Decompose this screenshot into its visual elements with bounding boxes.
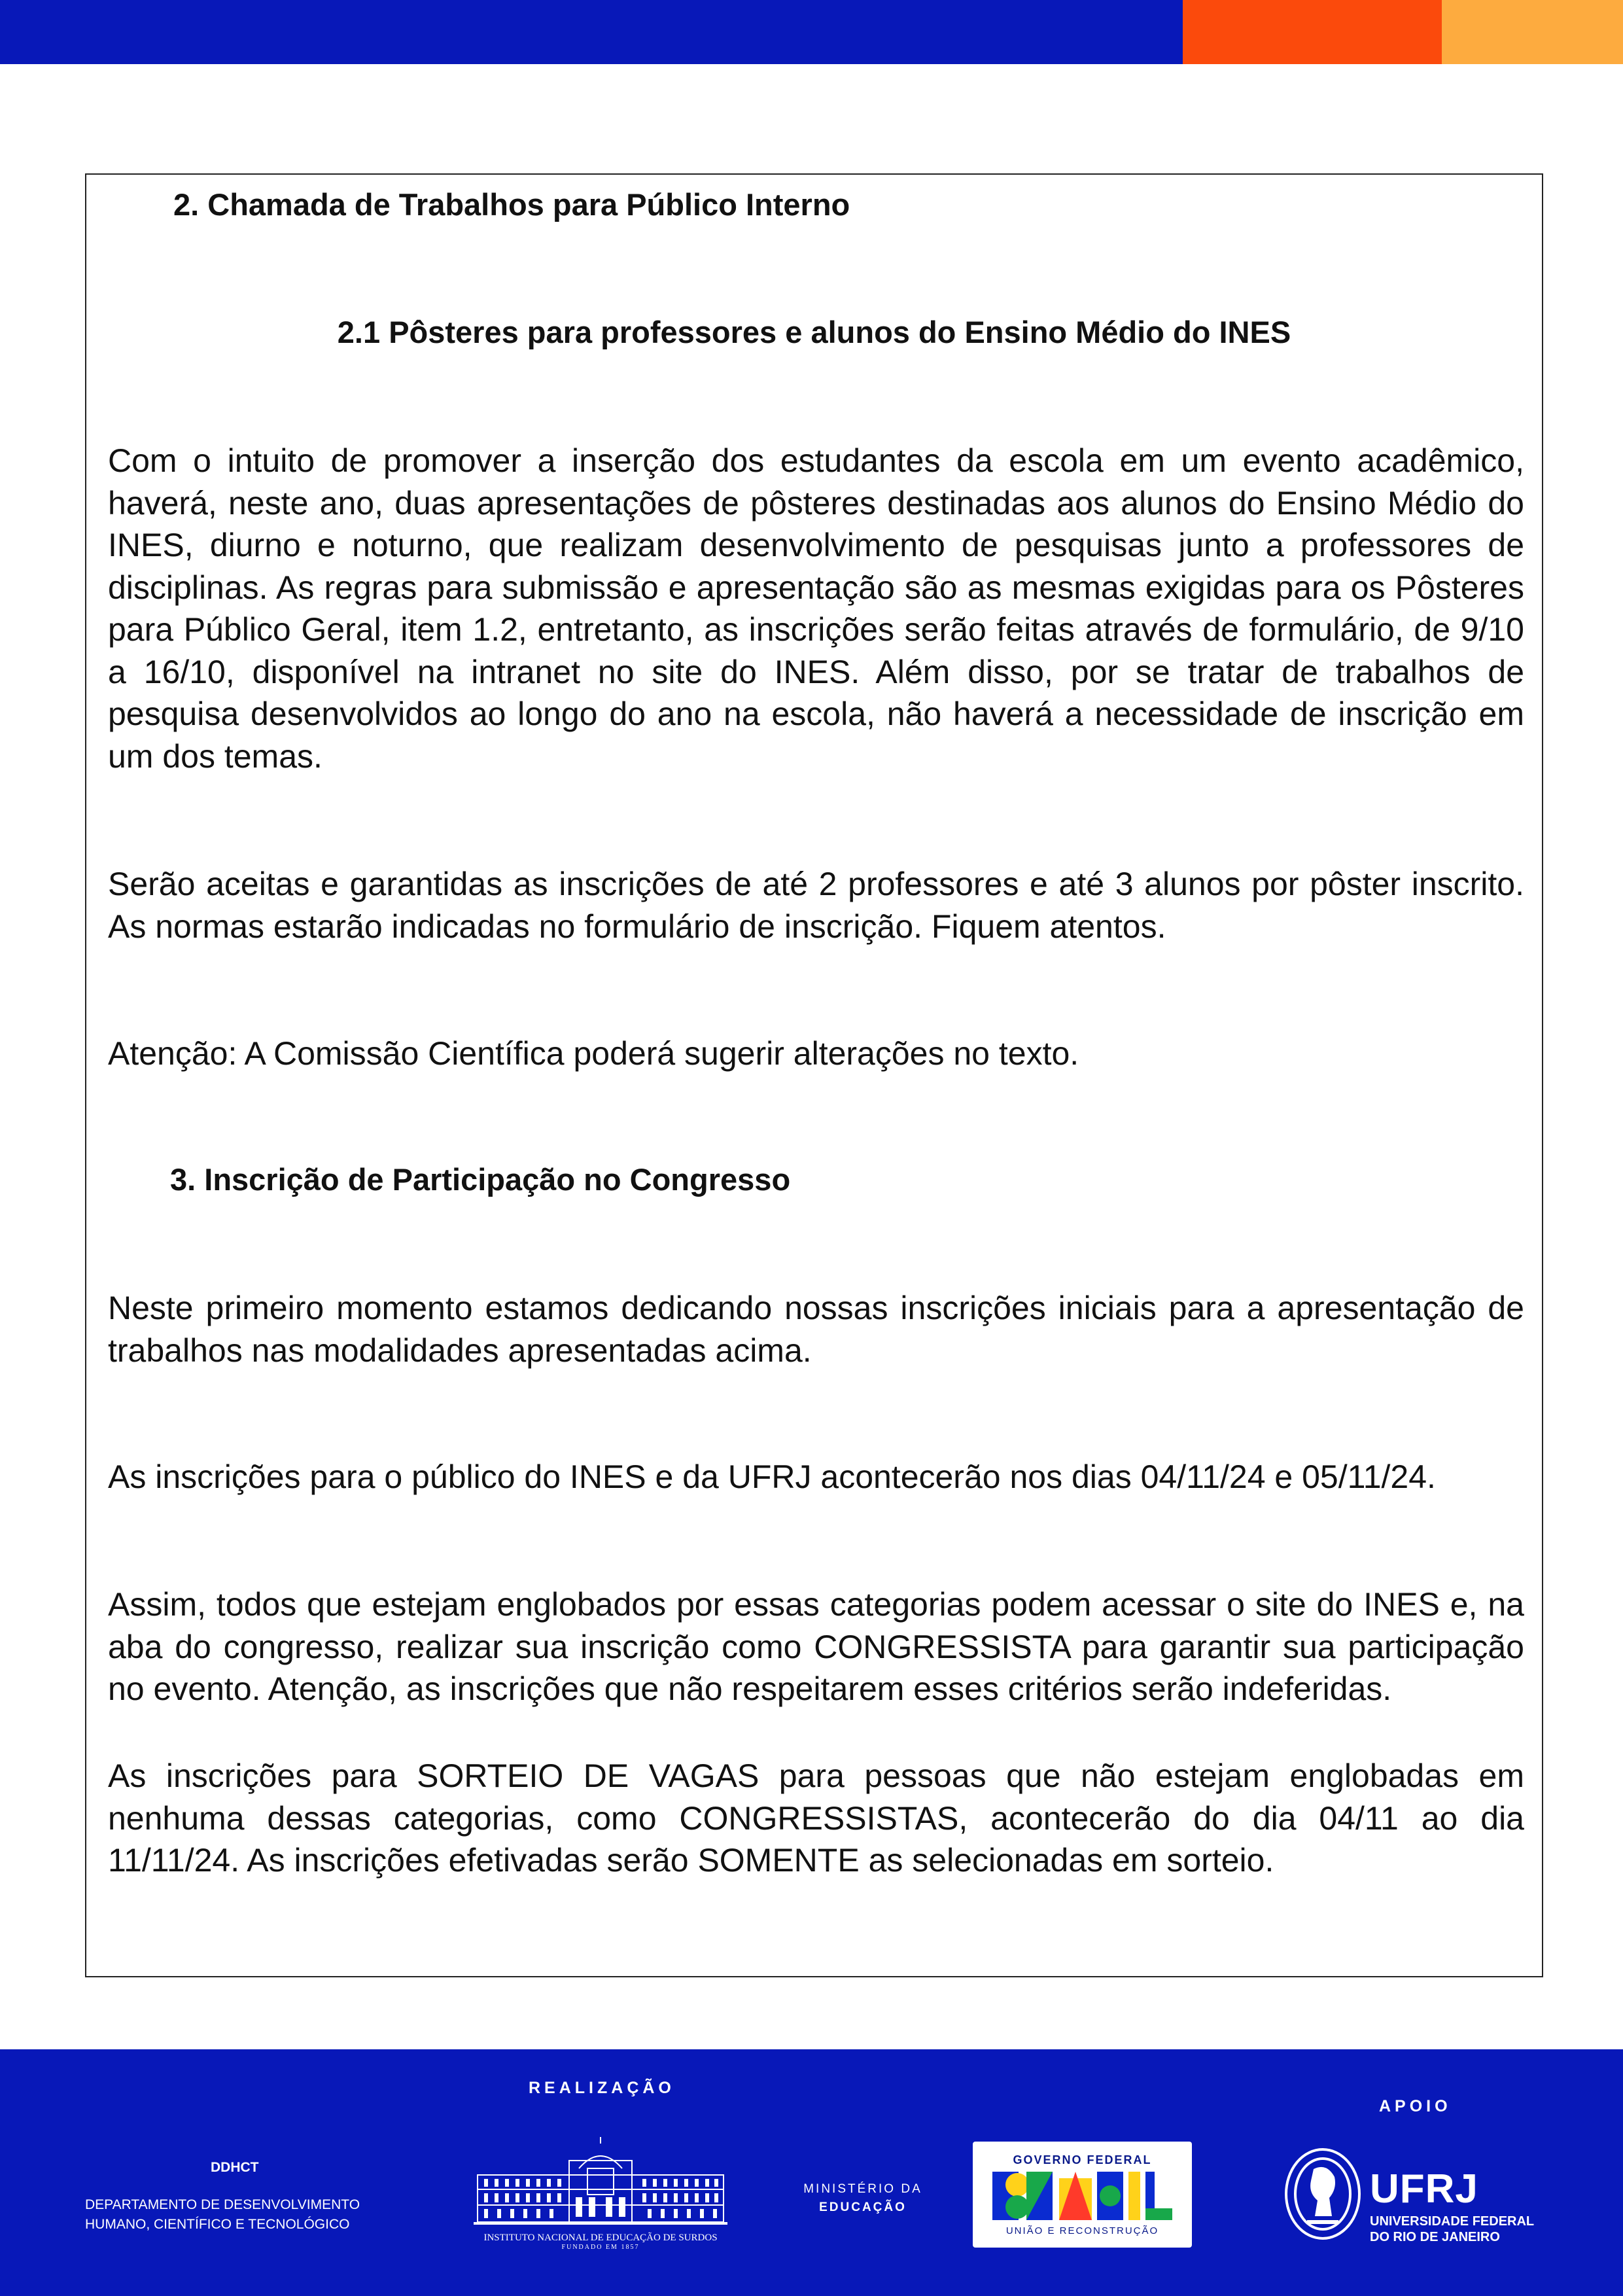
gov-bottom-label: UNIÃO E RECONSTRUÇÃO <box>1005 2225 1159 2236</box>
paragraph-attention-note: Atenção: A Comissão Científica poderá sugerir alterações no texto. <box>108 1035 1079 1072</box>
ines-name: INSTITUTO NACIONAL DE EDUCAÇÃO DE SURDOS <box>483 2233 718 2243</box>
paragraph-posters-limits: Serão aceitas e garantidas as inscrições de até 2 professores e até 3 alunos por pôster inscrito. As normas estarão indicadas no formulário de inscrição. Fiquem atentos. <box>108 866 1524 945</box>
paragraph-posters-intro: Com o intuito de promover a inserção dos estudantes da escola em um evento acadêmico, haverá, neste ano, duas apresentações de pôsteres destinadas aos alunos do Ensino Médio do INES, diurno e noturno, que realizam desenvolvimento de pesquisas junto a professores de disciplinas. As regras para submissão e apresentação são as mesmas exigidas para os Pôsteres para Público Geral, item 1.2, entretanto, as inscrições serão feitas através de formulário, de 9/10 a 16/10, disponível na intranet no site do INES. Além disso, por se tratar de trabalhos de pesquisa desenvolvidos ao longo do ano na escola, não haverá a necessidade de inscrição em um dos temas. <box>108 442 1524 775</box>
paragraph-congressista: Assim, todos que estejam englobados por essas categorias podem acessar o site do INES e, na aba do congresso, realizar sua inscrição como CONGRESSISTA para garantir sua participação no evento. Atenção, as inscrições que não respeitarem esses critérios serão indeferidas. <box>108 1586 1524 1707</box>
ufrj-name: UFRJ <box>1370 2166 1478 2212</box>
ines-caption <box>471 2233 730 2251</box>
section-2-1-heading: 2.1 Pôsteres para professores e alunos do Ensino Médio do INES <box>337 315 1291 349</box>
realizacao-label: REALIZAÇÃO <box>529 2079 675 2097</box>
governo-federal-logo <box>973 2142 1192 2248</box>
top-bar-blue-segment <box>0 0 1183 64</box>
paragraph-registration-intro: Neste primeiro momento estamos dedicando nossas inscrições iniciais para a apresentação de trabalhos nas modalidades apresentadas acima. <box>108 1290 1524 1369</box>
content-frame <box>85 173 1543 1977</box>
ddhct-line-2: HUMANO, CIENTÍFICO E TECNOLÓGICO <box>85 2217 350 2232</box>
ufrj-line-1: UNIVERSIDADE FEDERAL <box>1370 2214 1535 2229</box>
ufrj-emblem <box>1281 2143 1365 2244</box>
mec-line-1: MINISTÉRIO DA <box>803 2182 922 2196</box>
top-color-bar <box>0 0 1623 64</box>
paragraph-sorteio: As inscrições para SORTEIO DE VAGAS para pessoas que não estejam englobadas em nenhuma dessas categorias, como CONGRESSISTAS, acontecerão do dia 04/11 ao dia 11/11/24. As inscrições efetivadas serão SOMENTE as selecionadas em sorteio. <box>108 1757 1524 1879</box>
ines-founded: FUNDADO EM 1857 <box>561 2244 640 2251</box>
section-2-heading: 2. Chamada de Trabalhos para Público Interno <box>173 187 850 222</box>
ddhct-abbreviation: DDHCT <box>211 2160 259 2175</box>
ufrj-line-2: DO RIO DE JANEIRO <box>1370 2230 1500 2244</box>
gov-top-label: GOVERNO FEDERAL <box>1013 2153 1152 2166</box>
brasil-wordmark <box>992 2172 1172 2220</box>
mec-line-2: EDUCAÇÃO <box>819 2200 907 2214</box>
top-bar-yellow-segment <box>1442 0 1623 64</box>
mec-label <box>797 2180 929 2217</box>
ddhct-line-1: DEPARTAMENTO DE DESENVOLVIMENTO <box>85 2197 360 2212</box>
ufrj-full-name <box>1370 2214 1534 2245</box>
top-bar-orange-segment <box>1183 0 1442 64</box>
section-3-heading: 3. Inscrição de Participação no Congresso <box>170 1162 791 1197</box>
ddhct-description <box>85 2195 360 2234</box>
apoio-label: APOIO <box>1379 2097 1452 2115</box>
paragraph-registration-dates: As inscrições para o público do INES e da UFRJ acontecerão nos dias 04/11/24 e 05/11/24. <box>108 1458 1436 1495</box>
